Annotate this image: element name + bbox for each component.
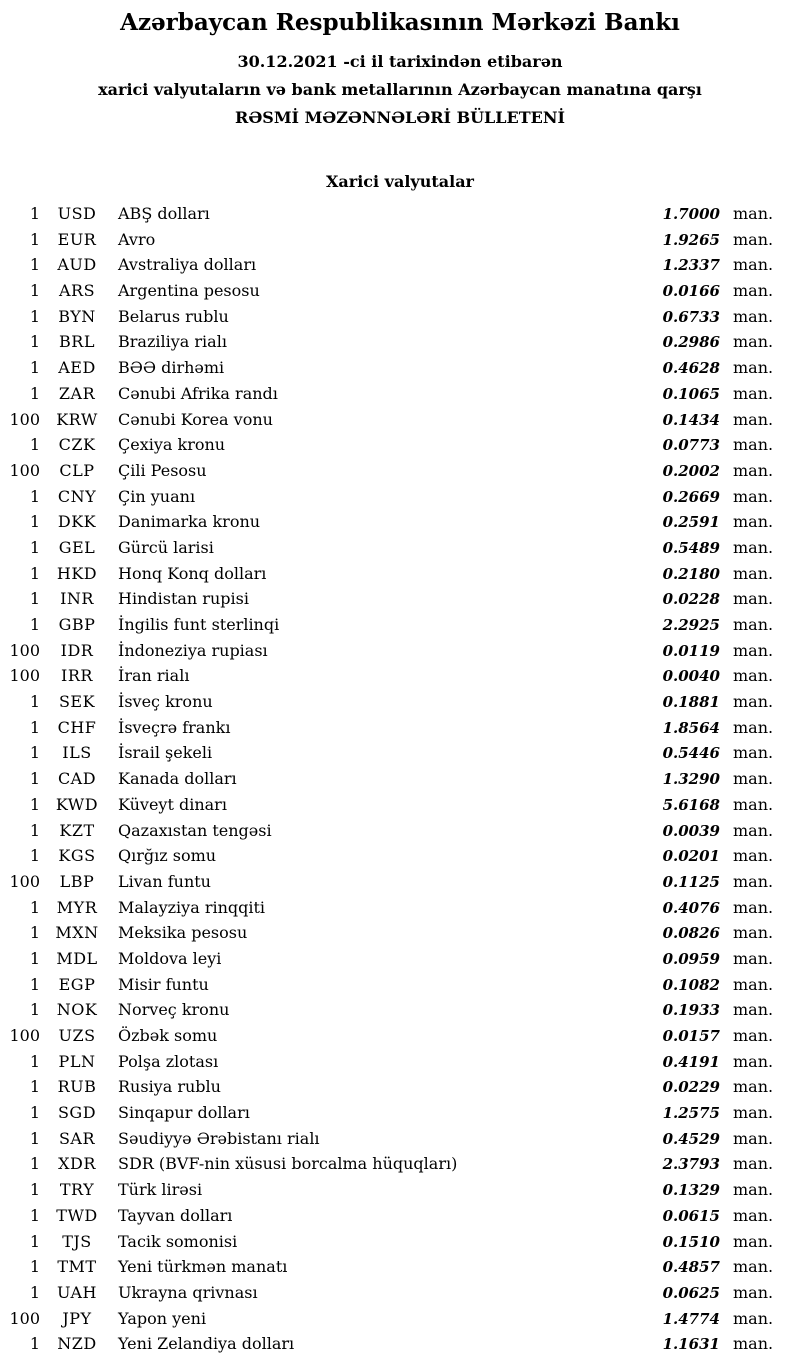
unit-label: man.: [733, 871, 774, 891]
unit-label: man.: [733, 512, 774, 532]
currency-code: CLP: [59, 460, 95, 480]
table-row: [0, 843, 800, 869]
currency-name: Qazaxıstan tengəsi: [118, 820, 272, 840]
rate-value: 0.0119: [662, 641, 720, 660]
nominal-value: 1: [29, 537, 40, 557]
rate-value: 2.2925: [662, 616, 720, 634]
currency-name: İndoneziya rupiası: [118, 640, 268, 660]
table-row: [0, 1331, 800, 1353]
nominal-value: 1: [29, 769, 40, 789]
subject-line: xarici valyutaların və bank metallarının Azərbaycan manatına qarşı: [98, 80, 702, 99]
table-row: [0, 638, 800, 664]
nominal-value: 1: [29, 1077, 40, 1097]
currency-code: MDL: [56, 948, 98, 968]
nominal-value: 100: [9, 1026, 40, 1045]
rate-value: 1.7000: [662, 205, 720, 223]
unit-label: man.: [733, 692, 774, 712]
unit-label: man.: [733, 409, 774, 429]
table-row: [0, 972, 800, 998]
table-row: [0, 355, 800, 381]
table-row: [0, 201, 800, 227]
rate-value: 0.0228: [662, 590, 720, 609]
currency-code: JPY: [62, 1308, 92, 1328]
rate-value: 0.1065: [662, 384, 720, 403]
rate-value: 1.2337: [662, 256, 720, 275]
currency-code: KZT: [59, 820, 95, 840]
nominal-value: 1: [29, 383, 40, 403]
rate-value: 0.2180: [662, 564, 720, 583]
currency-code: IRR: [61, 666, 93, 686]
nominal-value: 1: [29, 923, 40, 943]
nominal-value: 1: [29, 974, 40, 994]
rate-value: 0.0157: [662, 1027, 720, 1045]
rate-value: 0.1125: [662, 872, 720, 891]
rate-value: 0.4529: [662, 1129, 720, 1148]
nominal-value: 1: [29, 1000, 40, 1020]
nominal-value: 1: [29, 358, 40, 378]
currency-name: Livan funtu: [118, 871, 211, 891]
table-row: [0, 586, 800, 612]
currency-code: XDR: [58, 1154, 96, 1174]
unit-label: man.: [733, 204, 774, 223]
currency-code: RUB: [57, 1077, 97, 1097]
unit-label: man.: [733, 717, 774, 737]
currency-code: SEK: [58, 692, 96, 712]
currency-name: Argentina pesosu: [118, 281, 260, 301]
unit-label: man.: [733, 820, 774, 840]
currency-name: Qırğız somu: [118, 846, 217, 866]
currency-name: Çin yuanı: [118, 486, 196, 506]
currency-code: CAD: [57, 769, 97, 789]
bulletin-title-line: RƏSMİ MƏZƏNNƏLƏRİ BÜLLETENİ: [235, 108, 565, 127]
nominal-value: 1: [29, 1282, 40, 1302]
currency-name: ABŞ dolları: [118, 204, 210, 223]
currency-code: ZAR: [58, 383, 96, 403]
currency-name: Sinqapur dolları: [118, 1103, 250, 1123]
currency-name: İran rialı: [118, 666, 190, 686]
currency-code: EUR: [57, 229, 97, 249]
currency-name: Ukrayna qrivnası: [118, 1282, 258, 1302]
currency-name: Polşa zlotası: [118, 1051, 219, 1071]
rate-value: 0.5489: [662, 538, 720, 557]
currency-name: Çili Pesosu: [118, 460, 207, 480]
currency-code: CZK: [58, 435, 96, 455]
currency-code: TJS: [62, 1231, 92, 1251]
table-row: [0, 407, 800, 433]
nominal-value: 1: [29, 1128, 40, 1148]
unit-label: man.: [733, 229, 774, 249]
nominal-value: 100: [9, 666, 40, 686]
section-title: Xarici valyutalar: [326, 172, 474, 191]
table-row: [0, 432, 800, 458]
currency-code: SGD: [57, 1103, 97, 1123]
currency-name: Yapon yeni: [118, 1308, 207, 1328]
currency-name: Rusiya rublu: [118, 1077, 221, 1097]
rate-value: 1.2575: [662, 1104, 720, 1123]
unit-label: man.: [733, 1231, 774, 1251]
currency-name: Yeni türkmən manatı: [118, 1257, 288, 1277]
table-row: [0, 689, 800, 715]
currency-name: Avstraliya dolları: [118, 255, 257, 275]
unit-label: man.: [733, 1154, 774, 1174]
nominal-value: 1: [29, 1334, 40, 1353]
currency-name: Moldova leyi: [118, 948, 222, 968]
currency-code: GEL: [58, 537, 96, 557]
currency-code: BRL: [59, 332, 95, 352]
nominal-value: 1: [29, 204, 40, 223]
currency-code: KGS: [58, 846, 96, 866]
currency-name: Tacik somonisi: [118, 1231, 238, 1251]
unit-label: man.: [733, 923, 774, 943]
date-line: 30.12.2021 -ci il tarixindən etibarən: [237, 52, 563, 71]
unit-label: man.: [733, 589, 774, 609]
nominal-value: 1: [29, 1154, 40, 1174]
unit-label: man.: [733, 306, 774, 326]
rate-value: 0.1434: [662, 410, 720, 429]
currency-name: İsveç kronu: [118, 692, 213, 712]
unit-label: man.: [733, 486, 774, 506]
rate-value: 0.1510: [662, 1232, 720, 1251]
unit-label: man.: [733, 1026, 774, 1045]
nominal-value: 1: [29, 1103, 40, 1123]
currency-code: INR: [60, 589, 94, 609]
nominal-value: 1: [29, 743, 40, 763]
currency-code: CNY: [57, 486, 97, 506]
rate-value: 2.3793: [662, 1155, 720, 1174]
rate-value: 1.1631: [662, 1335, 720, 1353]
unit-label: man.: [733, 460, 774, 480]
table-row: [0, 792, 800, 818]
table-row: [0, 561, 800, 587]
currency-name: Honq Konq dolları: [118, 563, 267, 583]
table-row: [0, 663, 800, 689]
table-row: [0, 252, 800, 278]
unit-label: man.: [733, 974, 774, 994]
table-row: [0, 227, 800, 253]
rate-value: 0.2591: [662, 513, 720, 532]
unit-label: man.: [733, 1334, 774, 1353]
currency-name: Səudiyyə Ərəbistanı rialı: [118, 1128, 320, 1148]
currency-name: Çexiya kronu: [118, 435, 226, 455]
table-row: [0, 766, 800, 792]
unit-label: man.: [733, 1180, 774, 1200]
unit-label: man.: [733, 1051, 774, 1071]
currency-code: SAR: [58, 1128, 96, 1148]
rate-value: 1.9265: [662, 230, 720, 249]
nominal-value: 1: [29, 306, 40, 326]
rate-value: 0.6733: [662, 307, 720, 326]
rate-value: 0.0229: [662, 1078, 720, 1097]
unit-label: man.: [733, 1077, 774, 1097]
currency-name: BƏƏ dirhəmi: [118, 358, 225, 378]
currency-name: Hindistan rupisi: [118, 589, 249, 609]
unit-label: man.: [733, 1128, 774, 1148]
currency-name: Türk lirəsi: [118, 1180, 203, 1200]
nominal-value: 100: [9, 871, 40, 891]
currency-code: UZS: [58, 1026, 96, 1045]
currency-code: LBP: [59, 871, 95, 891]
currency-name: İngilis funt sterlinqi: [118, 615, 280, 634]
unit-label: man.: [733, 1205, 774, 1225]
nominal-value: 1: [29, 615, 40, 634]
unit-label: man.: [733, 666, 774, 686]
table-row: [0, 1074, 800, 1100]
currency-code: USD: [57, 204, 97, 223]
rate-value: 0.1329: [662, 1181, 720, 1200]
nominal-value: 100: [9, 640, 40, 660]
nominal-value: 1: [29, 512, 40, 532]
nominal-value: 1: [29, 332, 40, 352]
rate-value: 0.4857: [662, 1258, 720, 1277]
unit-label: man.: [733, 281, 774, 301]
currency-code: TWD: [56, 1205, 98, 1225]
table-row: [0, 946, 800, 972]
currency-name: Kanada dolları: [118, 769, 237, 789]
unit-label: man.: [733, 563, 774, 583]
nominal-value: 100: [9, 460, 40, 480]
nominal-value: 1: [29, 1231, 40, 1251]
rate-value: 0.0959: [662, 949, 720, 968]
table-row: [0, 509, 800, 535]
nominal-value: 1: [29, 435, 40, 455]
table-row: [0, 1151, 800, 1177]
unit-label: man.: [733, 640, 774, 660]
currency-code: DKK: [57, 512, 97, 532]
nominal-value: 1: [29, 846, 40, 866]
rate-value: 0.1933: [662, 1001, 720, 1020]
currency-name: Malayziya rinqqiti: [118, 897, 266, 917]
rate-value: 1.3290: [662, 770, 720, 789]
nominal-value: 1: [29, 717, 40, 737]
rate-value: 0.4628: [662, 359, 720, 378]
rate-value: 0.2002: [662, 461, 720, 480]
currency-code: HKD: [56, 563, 98, 583]
unit-label: man.: [733, 1308, 774, 1328]
currency-code: EGP: [58, 974, 96, 994]
unit-label: man.: [733, 1257, 774, 1277]
currency-code: KRW: [56, 409, 98, 429]
currency-name: Yeni Zelandiya dolları: [118, 1334, 295, 1353]
rate-value: 1.8564: [662, 718, 720, 737]
rate-value: 0.0615: [662, 1206, 720, 1225]
nominal-value: 1: [29, 794, 40, 814]
currency-code: KWD: [55, 794, 99, 814]
rate-value: 0.2986: [662, 333, 720, 352]
currency-code: UAH: [57, 1282, 97, 1302]
rate-value: 0.0040: [662, 667, 720, 686]
rate-value: 0.5446: [662, 744, 720, 763]
currency-name: Tayvan dolları: [118, 1205, 233, 1225]
table-row: [0, 1254, 800, 1280]
currency-code: NZD: [57, 1334, 97, 1353]
nominal-value: 1: [29, 692, 40, 712]
unit-label: man.: [733, 1282, 774, 1302]
currency-name: Belarus rublu: [118, 306, 229, 326]
currency-code: BYN: [58, 306, 96, 326]
unit-label: man.: [733, 435, 774, 455]
currency-code: TMT: [57, 1257, 97, 1277]
currency-name: Misir funtu: [118, 974, 209, 994]
nominal-value: 1: [29, 589, 40, 609]
table-row: [0, 1100, 800, 1126]
nominal-value: 1: [29, 229, 40, 249]
table-row: [0, 1049, 800, 1075]
nominal-value: 1: [29, 948, 40, 968]
nominal-value: 1: [29, 820, 40, 840]
unit-label: man.: [733, 332, 774, 352]
currency-name: Avro: [118, 229, 156, 249]
currency-code: CHF: [57, 717, 97, 737]
table-row: [0, 997, 800, 1023]
table-row: [0, 920, 800, 946]
rate-value: 5.6168: [662, 795, 720, 814]
currency-code: ARS: [58, 281, 96, 301]
currency-name: Danimarka kronu: [118, 512, 261, 532]
rate-value: 0.0201: [662, 847, 720, 866]
unit-label: man.: [733, 1103, 774, 1123]
unit-label: man.: [733, 358, 774, 378]
rates-table: [0, 201, 800, 1353]
table-row: [0, 1280, 800, 1306]
nominal-value: 1: [29, 255, 40, 275]
currency-code: TRY: [59, 1180, 95, 1200]
currency-code: PLN: [58, 1051, 96, 1071]
table-row: [0, 715, 800, 741]
currency-code: IDR: [60, 640, 94, 660]
table-row: [0, 740, 800, 766]
currency-name: Cənubi Afrika randı: [118, 383, 278, 403]
table-row: [0, 818, 800, 844]
currency-code: AED: [58, 358, 96, 378]
unit-label: man.: [733, 383, 774, 403]
table-row: [0, 278, 800, 304]
nominal-value: 1: [29, 563, 40, 583]
unit-label: man.: [733, 897, 774, 917]
table-row: [0, 381, 800, 407]
table-row: [0, 1229, 800, 1255]
nominal-value: 1: [29, 1205, 40, 1225]
table-row: [0, 1306, 800, 1332]
rate-value: 0.0625: [662, 1283, 720, 1302]
table-row: [0, 895, 800, 921]
currency-code: MYR: [56, 897, 98, 917]
unit-label: man.: [733, 769, 774, 789]
nominal-value: 1: [29, 281, 40, 301]
table-row: [0, 535, 800, 561]
currency-name: Braziliya rialı: [118, 332, 227, 352]
nominal-value: 1: [29, 1051, 40, 1071]
table-row: [0, 1126, 800, 1152]
currency-code: GBP: [58, 615, 96, 634]
nominal-value: 1: [29, 1180, 40, 1200]
unit-label: man.: [733, 1000, 774, 1020]
nominal-value: 1: [29, 1257, 40, 1277]
table-row: [0, 458, 800, 484]
nominal-value: 100: [9, 1308, 40, 1328]
unit-label: man.: [733, 948, 774, 968]
nominal-value: 1: [29, 897, 40, 917]
table-row: [0, 1023, 800, 1049]
currency-code: ILS: [62, 743, 92, 763]
rate-value: 0.1082: [662, 975, 720, 994]
rate-value: 0.1881: [662, 693, 720, 712]
rate-value: 0.2669: [662, 487, 720, 506]
nominal-value: 100: [9, 409, 40, 429]
table-row: [0, 1177, 800, 1203]
table-row: [0, 612, 800, 638]
currency-name: Küveyt dinarı: [118, 794, 227, 814]
currency-name: SDR (BVF-nin xüsusi borcalma hüquqları): [118, 1154, 458, 1174]
currency-name: Özbək somu: [118, 1026, 218, 1045]
table-row: [0, 304, 800, 330]
table-row: [0, 1203, 800, 1229]
currency-code: AUD: [57, 255, 97, 275]
table-row: [0, 329, 800, 355]
nominal-value: 1: [29, 486, 40, 506]
currency-name: İsrail şekeli: [118, 743, 213, 763]
rate-value: 0.0826: [662, 924, 720, 943]
currency-name: Norveç kronu: [118, 1000, 230, 1020]
page-title: Azərbaycan Respublikasının Mərkəzi Bankı: [120, 9, 680, 36]
unit-label: man.: [733, 537, 774, 557]
unit-label: man.: [733, 615, 774, 634]
unit-label: man.: [733, 794, 774, 814]
rate-value: 0.0166: [662, 282, 720, 301]
rate-value: 0.0773: [662, 436, 720, 455]
currency-code: NOK: [56, 1000, 98, 1020]
currency-name: İsveçrə frankı: [118, 717, 231, 737]
unit-label: man.: [733, 846, 774, 866]
unit-label: man.: [733, 743, 774, 763]
rate-value: 1.4774: [662, 1309, 720, 1328]
table-row: [0, 484, 800, 510]
currency-code: MXN: [55, 923, 99, 943]
unit-label: man.: [733, 255, 774, 275]
currency-name: Meksika pesosu: [118, 923, 248, 943]
currency-name: Cənubi Korea vonu: [118, 409, 273, 429]
table-row: [0, 869, 800, 895]
rate-value: 0.4076: [662, 898, 720, 917]
rate-value: 0.0039: [662, 821, 720, 840]
currency-name: Gürcü larisi: [118, 537, 214, 557]
rate-value: 0.4191: [662, 1052, 720, 1071]
